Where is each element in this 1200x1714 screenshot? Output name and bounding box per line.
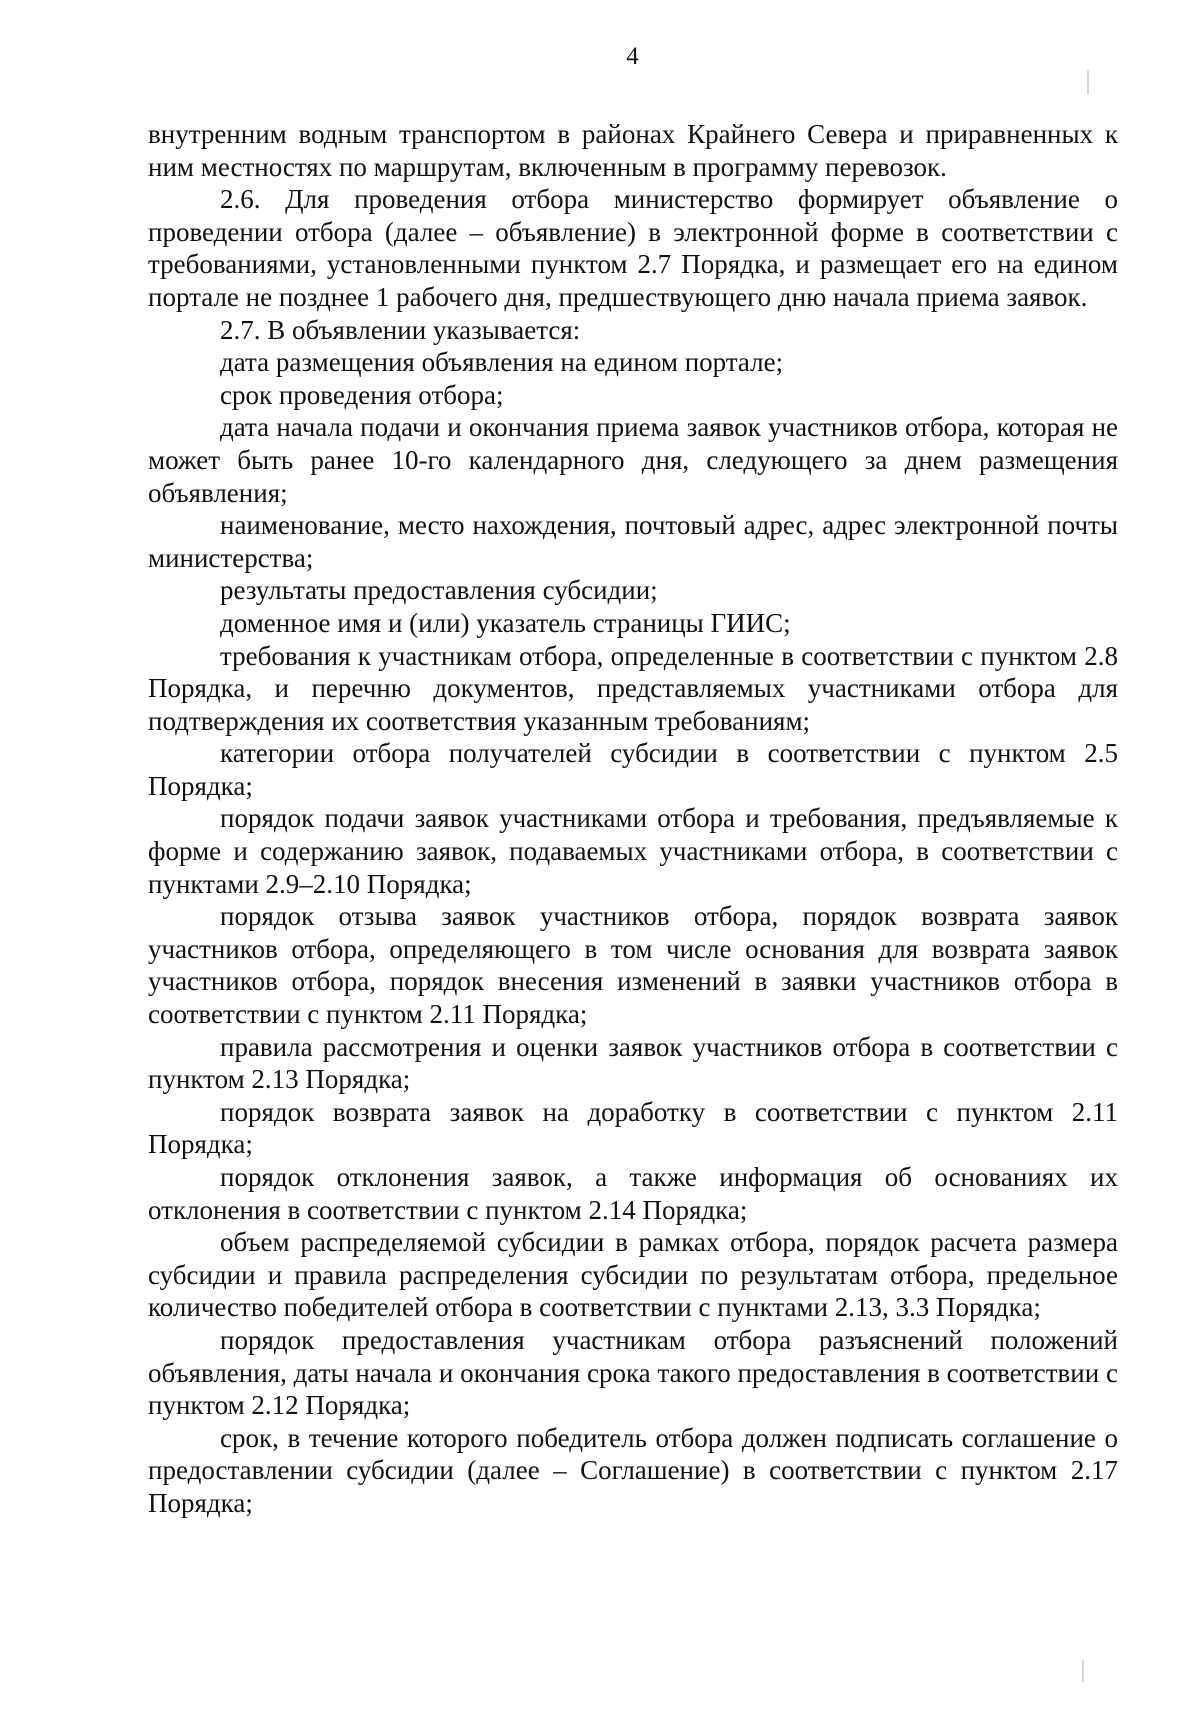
- scan-artifact: [1087, 70, 1089, 94]
- paragraph-2-7-heading: 2.7. В объявлении указывается:: [220, 314, 581, 345]
- paragraph-continuation: внутренним водным транспортом в районах Крайнего Севера и приравненных к ним местностях по маршрутам, включенным в программу перевозок.: [148, 119, 1118, 182]
- list-item: дата размещения объявления на едином портале;: [220, 347, 784, 378]
- list-item: правила рассмотрения и оценки заявок участников отбора в соответствии с пунктом 2.13 Порядка;: [148, 1031, 1118, 1095]
- list-item: наименование, место нахождения, почтовый адрес, адрес электронной почты министерства;: [148, 510, 1118, 573]
- list-item: порядок подачи заявок участниками отбора и требования, предъявляемые к форме и содержанию заявок, подаваемых участниками отбора, в соответствии с пунктами 2.9–2.10 Порядка;: [148, 803, 1118, 899]
- list-item: порядок отклонения заявок, а также информация об основаниях их отклонения в соответствии с пунктом 2.14 Порядка;: [148, 1162, 1118, 1225]
- scan-artifact: [1082, 1660, 1084, 1682]
- list-item: объем распределяемой субсидии в рамках отбора, порядок расчета размера субсидии и правила распределения субсидии по результатам отбора, предельное количество победителей отбора в соответствии с пунктами 2.13, 3.3 Порядка;: [148, 1227, 1118, 1323]
- list-item: результаты предоставления субсидии;: [220, 575, 658, 606]
- list-item: доменное имя и (или) указатель страницы ГИИС;: [220, 607, 791, 638]
- list-item: срок, в течение которого победитель отбора должен подписать соглашение о предоставлении субсидии (далее – Соглашение) в соответствии с пунктом 2.17 Порядка;: [148, 1422, 1118, 1518]
- list-item: категории отбора получателей субсидии в соответствии с пунктом 2.5 Порядка;: [148, 738, 1118, 801]
- list-item: дата начала подачи и окончания приема заявок участников отбора, которая не может быть ранее 10-го календарного дня, следующего за днем размещения объявления;: [148, 412, 1118, 508]
- list-item: требования к участникам отбора, определенные в соответствии с пунктом 2.8 Порядка, и перечню документов, представляемых участниками отбора для подтверждения их соответствия указанным требованиям;: [148, 640, 1118, 736]
- list-item: порядок возврата заявок на доработку в соответствии с пунктом 2.11 Порядка;: [148, 1096, 1118, 1160]
- list-item: срок проведения отбора;: [220, 379, 504, 410]
- paragraph-2-6: 2.6. Для проведения отбора министерство формирует объявление о проведении отбора (далее – объявление) в электронной форме в соответствии с требованиями, установленными пунктом 2.7 Порядка, и размещает его на едином портале не позднее 1 рабочего дня, предшествующего дню начала приема заявок.: [148, 184, 1118, 312]
- list-item: порядок предоставления участникам отбора разъяснений положений объявления, даты начала и окончания срока такого предоставления в соответствии с пунктом 2.12 Порядка;: [148, 1324, 1118, 1421]
- document-body: [148, 118, 1118, 1520]
- list-item: порядок отзыва заявок участников отбора, порядок возврата заявок участников отбора, определяющего в том числе основания для возврата заявок участников отбора, порядок внесения изменений в заявки участников отбора в соответствии с пунктом 2.11 Порядка;: [148, 901, 1118, 1030]
- page-number: 4: [626, 43, 639, 70]
